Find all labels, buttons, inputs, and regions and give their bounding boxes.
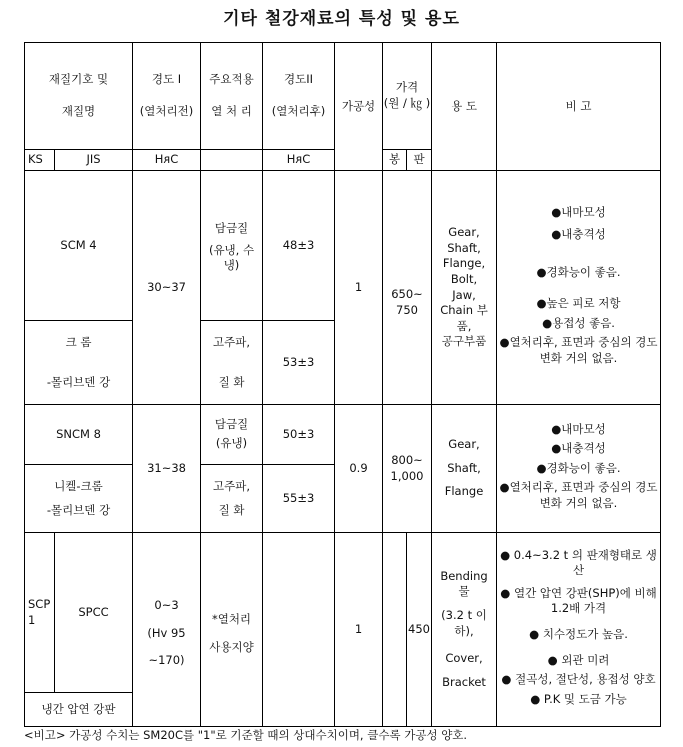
- list-item: ●내마모성: [551, 421, 606, 436]
- list-item: ● 치수정도가 높음.: [529, 627, 628, 641]
- header-hrc-2: HᴙC: [263, 150, 335, 171]
- scm-heat-a: 담금질 (유냉, 수 냉): [201, 171, 263, 321]
- document-title: 기타 철강재료의 특성 및 용도: [223, 9, 460, 29]
- scm-hardness2-a: 48±3: [263, 171, 335, 321]
- list-item: ● 절곡성, 절단성, 용접성 양호: [501, 672, 656, 687]
- sncm-machinability: 0.9: [335, 405, 383, 533]
- scm-machinability: 1: [335, 171, 383, 405]
- header-hrc-1: HᴙC: [133, 150, 201, 171]
- sncm-hardness1: 31~38: [133, 405, 201, 533]
- header-hardness1: 경도 I (열처리전): [133, 43, 201, 150]
- scp-usage: Bending 물 (3.2 t 이 하), Cover, Bracket: [432, 533, 497, 727]
- list-item: ●내충격성: [551, 441, 606, 456]
- list-item: ●용접성 좋음.: [542, 315, 615, 330]
- sncm-usage: Gear, Shaft, Flange: [432, 405, 497, 533]
- list-item: ● P.K 및 도금 가능: [530, 691, 627, 706]
- list-item: ● 외관 미려: [547, 652, 610, 667]
- list-item: ●내충격성: [551, 227, 606, 242]
- sncm-price: 800~ 1,000: [383, 405, 432, 533]
- header-plate: 판: [407, 150, 432, 171]
- scm-usage: Gear, Shaft, Flange, Bolt, Jaw, Chain 부 품, 공구부품: [432, 171, 497, 405]
- scm-hardness1: 30~37: [133, 171, 201, 405]
- list-item: ●열처리후, 표면과 중심의 경도변화 거의 없음.: [499, 480, 658, 510]
- scp-remarks: [497, 533, 661, 727]
- scp-heat: *열처리 사용지양: [201, 533, 263, 727]
- sncm-hardness2-a: 50±3: [263, 405, 335, 465]
- scm-remarks: [497, 171, 661, 405]
- header-ks: KS: [25, 150, 55, 171]
- scp-hardness1: 0~3 (Hv 95 ~170): [133, 533, 201, 727]
- header-usage: 용 도: [432, 43, 497, 171]
- header-row: [25, 43, 661, 150]
- table-row-scm-a: [25, 171, 661, 321]
- table-row-sncm-a: [25, 405, 661, 465]
- list-item: ●높은 피로 저항: [536, 296, 621, 311]
- list-item: ● 열간 압연 강판(SHP)에 비해 1.2배 가격: [500, 585, 657, 616]
- footnote: <비고> 가공성 수치는 SM20C를 "1"로 기준할 때의 상대수치이며, 클수록 가공성 양호.: [24, 728, 468, 742]
- list-item: ● 0.4~3.2 t 의 판재형태로 생산: [500, 547, 657, 578]
- sncm-heat-a: 담금질 (유냉): [201, 405, 263, 465]
- scp-name: 냉간 압연 강판: [25, 693, 133, 727]
- header-machinability: 가공성: [335, 43, 383, 171]
- steel-spec-table: [24, 42, 661, 727]
- list-item: ●열처리후, 표면과 중심의 경도변화 거의 없음.: [499, 335, 658, 365]
- scm-name: 크 롬 -몰리브덴 강: [25, 321, 133, 405]
- list-item: ●내마모성: [551, 204, 606, 219]
- list-item: ●경화능이 좋음.: [536, 264, 621, 279]
- header-hardness2: 경도II (열처리후): [263, 43, 335, 150]
- sncm-remarks: [497, 405, 661, 533]
- header-price: 가격 (원 / ㎏ ): [383, 43, 432, 150]
- scm-hardness2-b: 53±3: [263, 321, 335, 405]
- scm-code: SCM 4: [25, 171, 133, 321]
- sncm-hardness2-b: 55±3: [263, 465, 335, 533]
- sncm-heat-b: 고주파, 질 화: [201, 465, 263, 533]
- scp-machinability: 1: [335, 533, 383, 727]
- header-heat-treatment: 주요적용 열 처 리: [201, 43, 263, 150]
- header-remarks: 비 고: [497, 43, 661, 171]
- scp-ks: SCP 1: [25, 533, 55, 693]
- table-row-scp-a: [25, 533, 661, 693]
- header-material: 재질기호 및 재질명: [25, 43, 133, 150]
- header-jis: JIS: [55, 150, 133, 171]
- scm-price: 650~ 750: [383, 171, 432, 405]
- scp-price-plate: 450: [407, 533, 432, 727]
- scp-jis: SPCC: [55, 533, 133, 693]
- sncm-code: SNCM 8: [25, 405, 133, 465]
- sncm-name: 니켈-크롬 -몰리브덴 강: [25, 465, 133, 533]
- header-bar: 봉: [383, 150, 407, 171]
- list-item: ●경화능이 좋음.: [536, 460, 621, 475]
- scm-heat-b: 고주파, 질 화: [201, 321, 263, 405]
